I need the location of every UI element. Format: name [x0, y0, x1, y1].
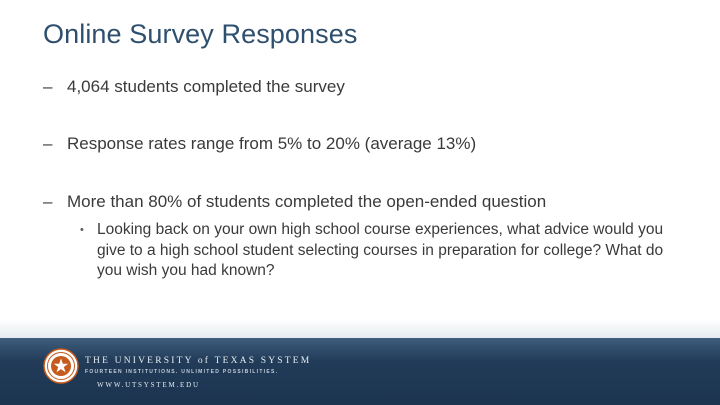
sub-bullet-text: Looking back on your own high school course experiences, what advice would you give to a high school student selecting courses in preparation for college? What do you wish you had known? [97, 221, 664, 279]
dash-marker: – [43, 192, 53, 211]
bullet-item [43, 134, 476, 154]
dash-marker: – [43, 134, 53, 153]
bullet-text: Response rates range from 5% to 20% (average 13%) [67, 134, 477, 153]
organization-tagline: FOURTEEN INSTITUTIONS. UNLIMITED POSSIBILITIES. [85, 369, 279, 375]
bullet-text: More than 80% of students completed the open-ended question [67, 192, 547, 211]
organization-name: THE UNIVERSITY of TEXAS SYSTEM [85, 356, 312, 366]
slide-title: Online Survey Responses [43, 19, 358, 49]
sub-bullet-marker: • [80, 224, 84, 236]
dash-marker: – [43, 77, 53, 96]
ut-system-seal-icon [43, 348, 79, 384]
bullet-text: 4,064 students completed the survey [67, 77, 345, 96]
website-link[interactable]: WWW.UTSYSTEM.EDU [97, 381, 200, 389]
bullet-item [43, 192, 546, 212]
bullet-item [43, 77, 345, 97]
